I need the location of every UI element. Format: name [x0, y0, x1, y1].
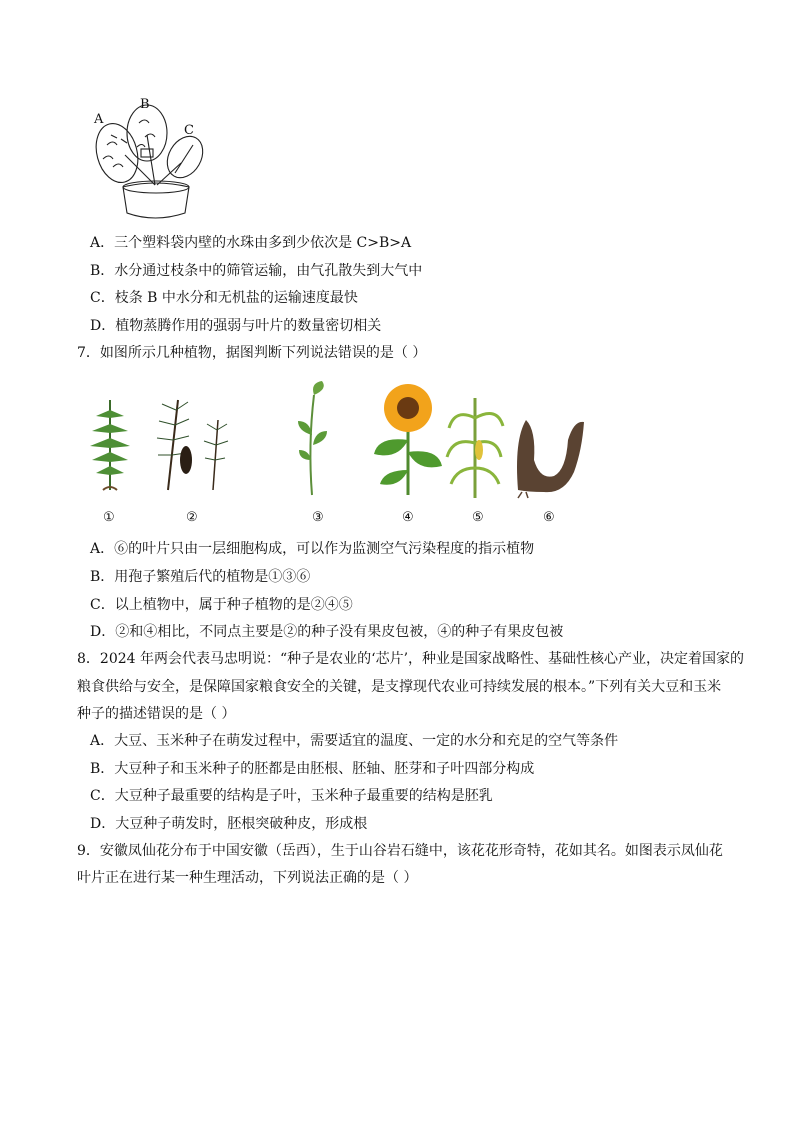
seaweed-image	[510, 410, 590, 500]
plant-number-2: ②	[186, 510, 198, 525]
plant-number-1: ①	[103, 510, 115, 525]
corn-plant-image	[445, 388, 505, 500]
bag-label-b: B	[140, 97, 150, 112]
plant-number-3: ③	[312, 510, 324, 525]
q7-option-c: C．以上植物中，属于种子植物的是②④⑤	[90, 597, 353, 613]
q6-option-a: A．三个塑料袋内壁的水珠由多到少依次是 C>B>A	[90, 235, 412, 251]
seedling-image	[290, 375, 335, 500]
plant-number-5: ⑤	[472, 510, 484, 525]
q8-option-b: B．大豆种子和玉米种子的胚都是由胚根、胚轴、胚芽和子叶四部分构成	[90, 761, 535, 777]
fern-image	[85, 390, 135, 495]
q8-stem-line-2: 粮食供给与安全，是保障国家粮食安全的关键，是支撑现代农业可持续发展的根本。”下列有关大豆和玉米	[77, 679, 722, 695]
q7-option-d: D．②和④相比，不同点主要是②的种子没有果皮包被，④的种子有果皮包被	[90, 624, 564, 640]
q8-stem-line-3: 种子的描述错误的是（ ）	[77, 706, 236, 722]
bag-label-a: A	[94, 112, 104, 127]
bag-label-c: C	[184, 123, 194, 138]
q6-option-d: D．植物蒸腾作用的强弱与叶片的数量密切相关	[90, 318, 382, 334]
plant-number-4: ④	[402, 510, 414, 525]
q6-option-c: C．枝条 B 中水分和无机盐的运输速度最快	[90, 290, 358, 306]
q6-option-b: B．水分通过枝条中的筛管运输，由气孔散失到大气中	[90, 263, 423, 279]
q9-stem-line-2: 叶片正在进行某一种生理活动，下列说法正确的是（ ）	[77, 870, 418, 886]
q8-option-d: D．大豆种子萌发时，胚根突破种皮，形成根	[90, 816, 368, 832]
q7-stem: 7．如图所示几种植物，据图判断下列说法错误的是（ ）	[77, 345, 427, 361]
pine-branch-image	[148, 390, 238, 495]
plastic-bag-experiment-figure	[85, 95, 210, 230]
q8-option-c: C．大豆种子最重要的结构是子叶，玉米种子最重要的结构是胚乳	[90, 788, 493, 804]
q7-option-a: A．⑥的叶片只由一层细胞构成，可以作为监测空气污染程度的指示植物	[90, 541, 535, 557]
sunflower-image	[370, 380, 445, 498]
q8-option-a: A．大豆、玉米种子在萌发过程中，需要适宜的温度、一定的水分和充足的空气等条件	[90, 733, 619, 749]
q8-stem-line-1: 8．2024 年两会代表马忠明说：“种子是农业的‘芯片’，种业是国家战略性、基础性核心产业，决定着国家的	[77, 651, 745, 667]
plant-number-6: ⑥	[543, 510, 555, 525]
q9-stem-line-1: 9．安徽凤仙花分布于中国安徽（岳西），生于山谷岩石缝中，该花花形奇特，花如其名。如图表示凤仙花	[77, 843, 723, 859]
q7-option-b: B．用孢子繁殖后代的植物是①③⑥	[90, 569, 311, 585]
